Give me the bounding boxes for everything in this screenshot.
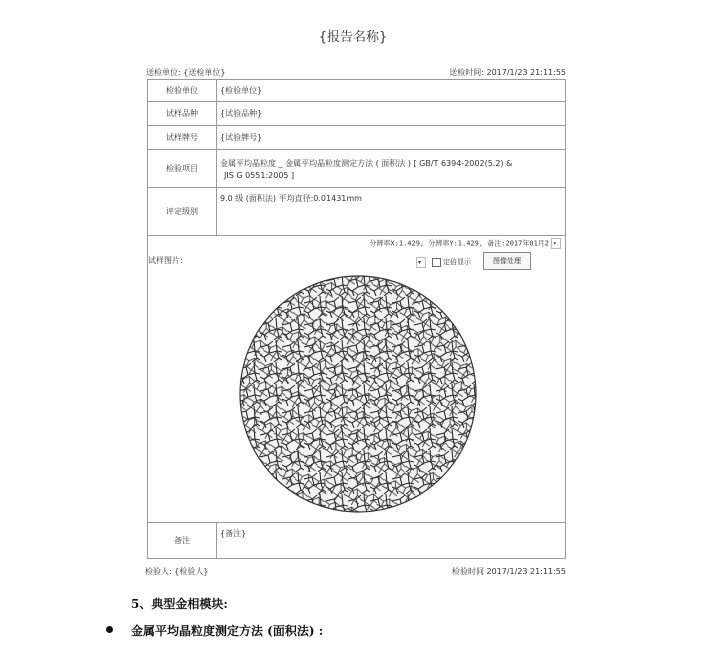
label-sample-grade: 试样牌号 bbox=[148, 126, 217, 150]
row-remark bbox=[148, 523, 566, 559]
report-title: {报告名称} bbox=[318, 30, 388, 45]
value-sample-grade: {试验牌号} bbox=[217, 126, 566, 150]
resolution-dropdown-button[interactable] bbox=[551, 238, 561, 249]
fixed-scale-toggle[interactable] bbox=[432, 257, 471, 267]
resolution-text: 分辨率X:1.429, 分辨率Y:1.429, 备注:2017年01月2 bbox=[369, 239, 549, 248]
fixed-scale-label: 定倍显示 bbox=[443, 258, 471, 266]
value-inspect-unit: {检验单位} bbox=[217, 80, 566, 102]
label-remark: 备注 bbox=[148, 523, 217, 559]
label-inspect-unit: 检验单位 bbox=[148, 80, 217, 102]
sample-image-label: 试样图片: bbox=[148, 256, 183, 265]
resolution-select[interactable] bbox=[369, 238, 561, 249]
row-sample-image bbox=[148, 236, 566, 523]
section-heading: 5、典型金相模块: bbox=[131, 597, 228, 611]
image-process-button[interactable]: 图像处理 bbox=[483, 252, 531, 270]
fixed-scale-checkbox[interactable] bbox=[432, 258, 441, 267]
inspector-text: 检验人: {检验人} bbox=[145, 567, 209, 576]
image-cell bbox=[148, 236, 566, 523]
bullet-item-text: 金属平均晶粒度测定方法 (面积法) : bbox=[131, 624, 324, 638]
chevron-down-icon: ▾ bbox=[553, 240, 557, 247]
label-sample-type: 试样品种 bbox=[148, 102, 217, 126]
send-time-text: 送检时间: 2017/1/23 21:11:55 bbox=[449, 68, 566, 77]
send-unit-text: 送检单位: {送检单位} bbox=[146, 68, 226, 77]
value-remark: {备注} bbox=[217, 523, 566, 559]
inspect-item-line2: JIS G 0551:2005 ] bbox=[224, 170, 295, 180]
value-rating: 9.0 级 (面积法) 平均直径:0.01431mm bbox=[217, 188, 566, 236]
row-sample-type bbox=[148, 102, 566, 126]
row-sample-grade bbox=[148, 126, 566, 150]
chevron-down-icon: ▾ bbox=[418, 259, 422, 266]
report-table bbox=[147, 79, 566, 559]
row-rating bbox=[148, 188, 566, 236]
row-inspect-item bbox=[148, 150, 566, 188]
bullet-icon bbox=[106, 626, 113, 633]
label-inspect-item: 检验项目 bbox=[148, 150, 217, 188]
row-inspect-unit bbox=[148, 80, 566, 102]
image-dropdown-button[interactable] bbox=[416, 257, 426, 268]
inspect-item-line1: 金属平均晶粒度 _ 金属平均晶粒度测定方法 ( 面积法 ) [ GB/T 6394-2002(5.2) & bbox=[220, 158, 513, 168]
value-inspect-item bbox=[217, 150, 566, 188]
micrograph-image bbox=[238, 274, 478, 514]
label-rating: 评定级别 bbox=[148, 188, 217, 236]
value-sample-type: {试验品种} bbox=[217, 102, 566, 126]
inspect-time-text: 检验时间 2017/1/23 21:11:55 bbox=[451, 567, 566, 576]
